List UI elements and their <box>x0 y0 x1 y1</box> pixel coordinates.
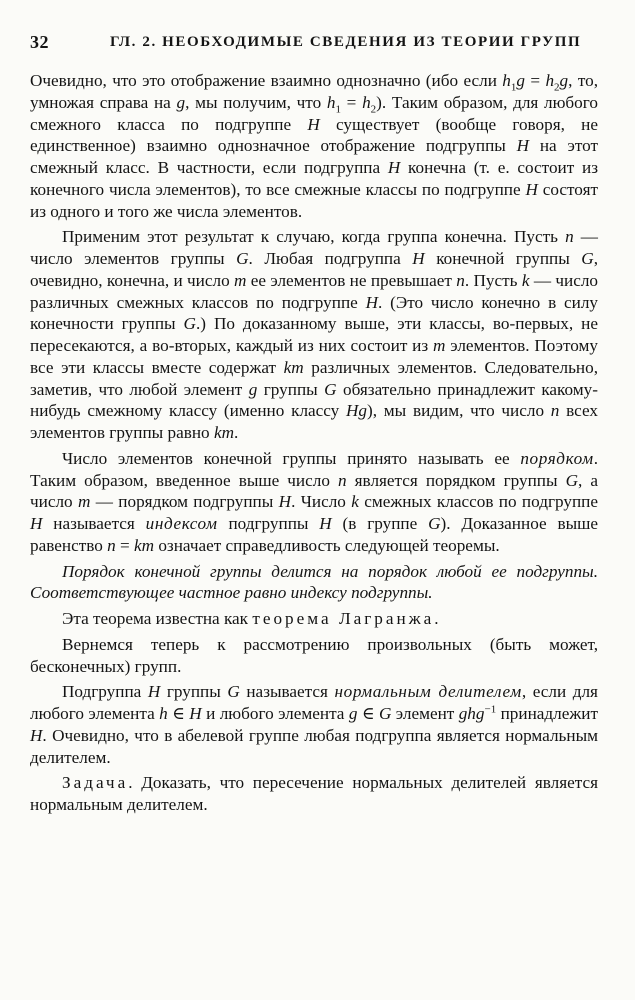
body-text <box>30 70 598 816</box>
page-number: 32 <box>30 32 49 52</box>
term-order: порядком <box>520 448 594 468</box>
exercise-label: Задача <box>62 773 129 793</box>
term-index: индексом <box>145 514 218 533</box>
paragraph-4: Эта теорема известна как теорема Лагранжа. <box>62 609 439 628</box>
running-head: ГЛ. 2. НЕОБХОДИМЫЕ СВЕДЕНИЯ ИЗ ТЕОРИИ ГРУПП <box>110 34 582 50</box>
paragraph-2: Применим этот результат к случаю, когда группа конечна. Пусть n — число элементов группы G. Любая подгруппа H конечной группы G, очевидно, конечна, и число m ее элементов не превышает n. Пусть k — число различных смежных классов по подгруппе H. (Это число конечно в силу конечности группы G.) По доказанному выше, эти классы, во-первых, не пересекаются, а во-вторых, каждый из них состоит из m элементов. Поэтому все эти классы вместе содержат km различных элементов. Следовательно, заметив, что любой элемент g группы G обязательно принадлежит какому-нибудь смежному классу (именно классу Hg), мы видим, что число n всех элементов группы равно km. <box>30 227 598 442</box>
exercise: Задача. Доказать, что пересечение нормальных делителей является нормальным делителем. <box>30 773 598 814</box>
term-normal-divisor: нормальным делителем <box>334 682 522 702</box>
page-header <box>30 32 602 56</box>
paragraph-5: Вернемся теперь к рассмотрению произвольных (быть может, бесконечных) групп. <box>30 634 598 676</box>
lagrange-theorem-statement: Порядок конечной группы делится на порядок любой ее подгруппы. Соответствующее частное равно индексу подгруппы. <box>30 561 598 603</box>
paragraph-3: Число элементов конечной группы принято называть ее порядком. Таким образом, введенное выше число n является порядком группы G, а число m — порядком подгруппы H. Число k смежных классов по подгруппе H называется индексом подгруппы H (в группе G). Доказанное выше равенство n = km означает справедливость следующей теоремы. <box>30 448 598 555</box>
paragraph-1: Очевидно, что это отображение взаимно однозначно (ибо если $h_1g = h_2g$, то, умножая справа на g, мы получим, что $h_1 = h_2$). Таким образом, для любого смежного класса по подгруппе H существует (вообще говоря, не единственное) взаимно однозначное отображение подгруппы H на этот смежный класс. В частности, если подгруппа H конечна (т. е. состоит из конечного числа элементов), то все смежные классы по подгруппе H состоят из одного и того же числа элементов. <box>30 71 598 221</box>
theorem-name: теорема Лагранжа <box>252 609 435 628</box>
paragraph-6: Подгруппа H группы G называется нормальным делителем, если для любого элемента h ∈ H и любого элемента g ∈ G элемент ghg$^{-1}$ принадлежит H. Очевидно, что в абелевой группе любая подгруппа является нормальным делителем. <box>30 682 598 767</box>
